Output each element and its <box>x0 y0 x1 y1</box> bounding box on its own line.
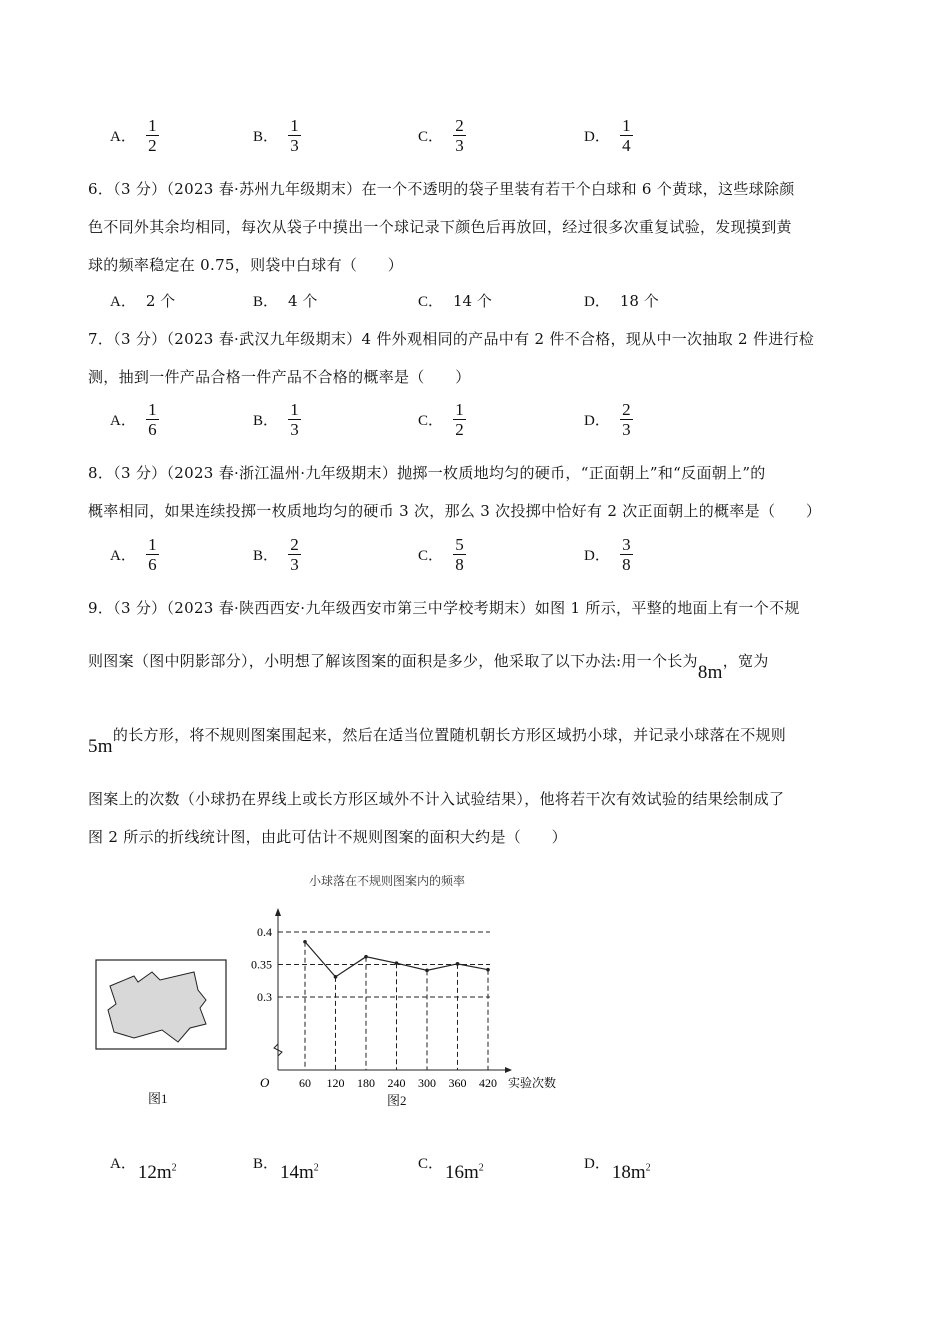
q9-width-value: 5m <box>88 736 113 757</box>
x-tick-label-2: 180 <box>357 1076 375 1090</box>
option-letter: B． <box>253 413 279 429</box>
data-point-2 <box>364 955 368 959</box>
data-point-5 <box>456 962 460 966</box>
option-c <box>418 116 466 155</box>
option-c <box>418 290 492 311</box>
option-area-exponent: 2 <box>313 1162 319 1174</box>
q6-line-2: 色不同外其余均相同，每次从袋子中摸出一个球记录下颜色后再放回，经过很多次重复试验，发现摸到黄 <box>88 218 792 236</box>
option-b <box>253 400 301 439</box>
fraction-denominator: 2 <box>148 136 157 155</box>
fraction-numerator: 1 <box>290 400 299 419</box>
fraction-numerator: 1 <box>148 400 157 419</box>
q7-line-1: 7．（3 分）（2023 春·武汉九年级期末）4 件外观相同的产品中有 2 件不合格，现从中一次抽取 2 件进行检 <box>88 330 815 348</box>
fraction-numerator: 1 <box>148 535 157 554</box>
option-area-value: 18m <box>611 1162 646 1183</box>
fraction-denominator: 6 <box>148 555 157 574</box>
option-letter: B． <box>253 129 279 145</box>
figure-1-irregular-shape <box>94 958 228 1052</box>
option-letter: C． <box>418 1156 444 1172</box>
option-text: 2 个 <box>145 292 176 310</box>
option-b <box>253 535 301 574</box>
x-axis-arrow <box>505 1067 512 1073</box>
option-letter: C． <box>418 548 444 564</box>
figure-2-line-chart <box>250 890 580 1090</box>
fraction-numerator: 2 <box>622 400 631 419</box>
data-point-3 <box>395 961 399 965</box>
fraction <box>453 116 466 155</box>
option-letter: B． <box>253 1156 279 1172</box>
q7-line-2: 测，抽到一件产品合格一件产品不合格的概率是（ ） <box>88 368 471 386</box>
option-area-value: 12m <box>137 1162 172 1183</box>
option-b <box>253 116 301 155</box>
y-tick-label-1: 0.35 <box>251 957 272 972</box>
figure-2-label: 图2 <box>387 1093 407 1108</box>
option-letter: A． <box>110 548 136 564</box>
option-letter: D． <box>584 413 610 429</box>
origin-label: O <box>260 1075 270 1090</box>
fraction-numerator: 1 <box>622 116 631 135</box>
option-value <box>280 1162 319 1184</box>
option-area-exponent: 2 <box>645 1162 651 1174</box>
fraction <box>620 535 633 574</box>
q9-line-2b: ，宽为 <box>722 652 769 670</box>
option-d <box>584 535 633 574</box>
data-point-1 <box>334 975 338 979</box>
option-area-exponent: 2 <box>171 1162 177 1174</box>
option-d <box>584 400 633 439</box>
option-d <box>584 116 633 155</box>
fraction-denominator: 3 <box>455 136 464 155</box>
option-letter: A． <box>110 1156 136 1172</box>
q9-line-3 <box>88 724 787 757</box>
fraction <box>288 400 301 439</box>
q8-line-1: 8．（3 分）（2023 春·浙江温州·九年级期末）抛掷一枚质地均匀的硬币，“正面朝上”和“反面朝上”的 <box>88 464 766 482</box>
option-c <box>418 400 466 439</box>
q9-line-2a: 则图案（图中阴影部分），小明想了解该图案的面积是多少，他采取了以下办法:用一个长为 <box>88 652 698 670</box>
fraction-denominator: 8 <box>455 555 464 574</box>
fraction <box>146 116 159 155</box>
option-letter: A． <box>110 413 136 429</box>
x-tick-label-6: 420 <box>479 1076 497 1090</box>
option-d <box>584 290 659 311</box>
fraction-denominator: 4 <box>622 136 631 155</box>
y-tick-label-2: 0.3 <box>257 990 272 1004</box>
option-value <box>612 1162 651 1184</box>
option-text: 18 个 <box>619 292 659 310</box>
q9-line-4: 图案上的次数（小球扔在界线上或长方形区域外不计入试验结果），他将若干次有效试验的结果绘制成了 <box>88 790 785 808</box>
q9-line-3-text: 的长方形，将不规则图案围起来，然后在适当位置随机朝长方形区域扔小球，并记录小球落在不规则 <box>112 726 787 744</box>
option-area-value: 14m <box>280 1162 314 1183</box>
y-axis-arrow <box>275 908 281 916</box>
fraction <box>453 535 466 574</box>
q6-line-3: 球的频率稳定在 0.75，则袋中白球有（ ） <box>88 256 404 274</box>
figure-1-label: 图1 <box>148 1091 168 1106</box>
q9-line-1: 9．（3 分）（2023 春·陕西西安·九年级西安市第三中学校考期末）如图 1 所示，平整的地面上有一个不规 <box>88 599 800 617</box>
data-point-4 <box>425 969 429 973</box>
fraction-numerator: 3 <box>622 535 631 554</box>
fraction <box>288 535 301 574</box>
x-tick-label-3: 240 <box>387 1076 406 1090</box>
option-letter: C． <box>418 413 444 429</box>
x-tick-label-0: 60 <box>299 1076 311 1090</box>
option-text: 4 个 <box>288 292 318 310</box>
option-letter: D． <box>584 129 610 145</box>
q6-line-1: 6．（3 分）（2023 春·苏州九年级期末）在一个不透明的袋子里装有若干个白球和 6 个黄球，这些球除颜 <box>88 180 795 198</box>
option-text: 14 个 <box>453 292 492 310</box>
fraction-denominator: 8 <box>622 555 631 574</box>
fraction <box>620 116 633 155</box>
option-value <box>445 1162 484 1184</box>
fraction-denominator: 3 <box>290 136 299 155</box>
fraction-numerator: 2 <box>455 116 464 135</box>
option-c <box>418 535 466 574</box>
option-b <box>253 290 317 311</box>
fraction-denominator: 3 <box>622 420 631 439</box>
q9-length-value: 8m <box>697 662 723 683</box>
option-a <box>110 290 175 311</box>
option-a <box>110 400 159 439</box>
option-letter: A． <box>110 294 136 310</box>
figure-1-shaded-region <box>108 972 206 1042</box>
option-letter: D． <box>584 1156 610 1172</box>
fraction-numerator: 1 <box>290 116 299 135</box>
x-tick-label-4: 300 <box>418 1076 436 1090</box>
fraction-numerator: 1 <box>148 116 157 135</box>
option-letter: B． <box>253 548 279 564</box>
option-letter: C． <box>418 294 444 310</box>
option-area-value: 16m <box>445 1162 479 1183</box>
fraction-denominator: 6 <box>148 420 157 439</box>
q9-line-5: 图 2 所示的折线统计图，由此可估计不规则图案的面积大约是（ ） <box>88 828 567 846</box>
y-tick-label-0: 0.4 <box>257 925 272 939</box>
option-letter: D． <box>584 548 610 564</box>
option-letter: A． <box>110 129 136 145</box>
fraction-numerator: 1 <box>455 400 464 419</box>
q9-line-2 <box>88 650 769 683</box>
option-a <box>110 116 159 155</box>
fraction <box>146 400 159 439</box>
option-letter: D． <box>584 294 610 310</box>
x-axis-label: 实验次数 <box>508 1076 557 1090</box>
data-point-0 <box>303 940 307 944</box>
fraction-numerator: 5 <box>455 535 464 554</box>
fraction <box>146 535 159 574</box>
option-a <box>110 535 159 574</box>
option-a <box>110 1152 177 1183</box>
option-d <box>584 1152 651 1183</box>
option-area-exponent: 2 <box>478 1162 484 1174</box>
chart-title: 小球落在不规则图案内的频率 <box>309 874 466 888</box>
fraction <box>288 116 301 155</box>
option-c <box>418 1152 484 1183</box>
fraction-denominator: 3 <box>290 555 299 574</box>
x-tick-label-5: 360 <box>448 1076 467 1090</box>
data-point-6 <box>486 968 490 972</box>
option-b <box>253 1152 319 1183</box>
fraction-denominator: 2 <box>455 420 464 439</box>
option-letter: B． <box>253 294 279 310</box>
fraction <box>620 400 633 439</box>
fraction-numerator: 2 <box>290 535 299 554</box>
fraction-denominator: 3 <box>290 420 299 439</box>
fraction <box>453 400 466 439</box>
option-letter: C． <box>418 129 444 145</box>
option-value <box>138 1162 177 1184</box>
q8-line-2: 概率相同，如果连续投掷一枚质地均匀的硬币 3 次，那么 3 次投掷中恰好有 2 次正面朝上的概率是（ ） <box>88 502 822 520</box>
x-tick-label-1: 120 <box>326 1076 345 1090</box>
